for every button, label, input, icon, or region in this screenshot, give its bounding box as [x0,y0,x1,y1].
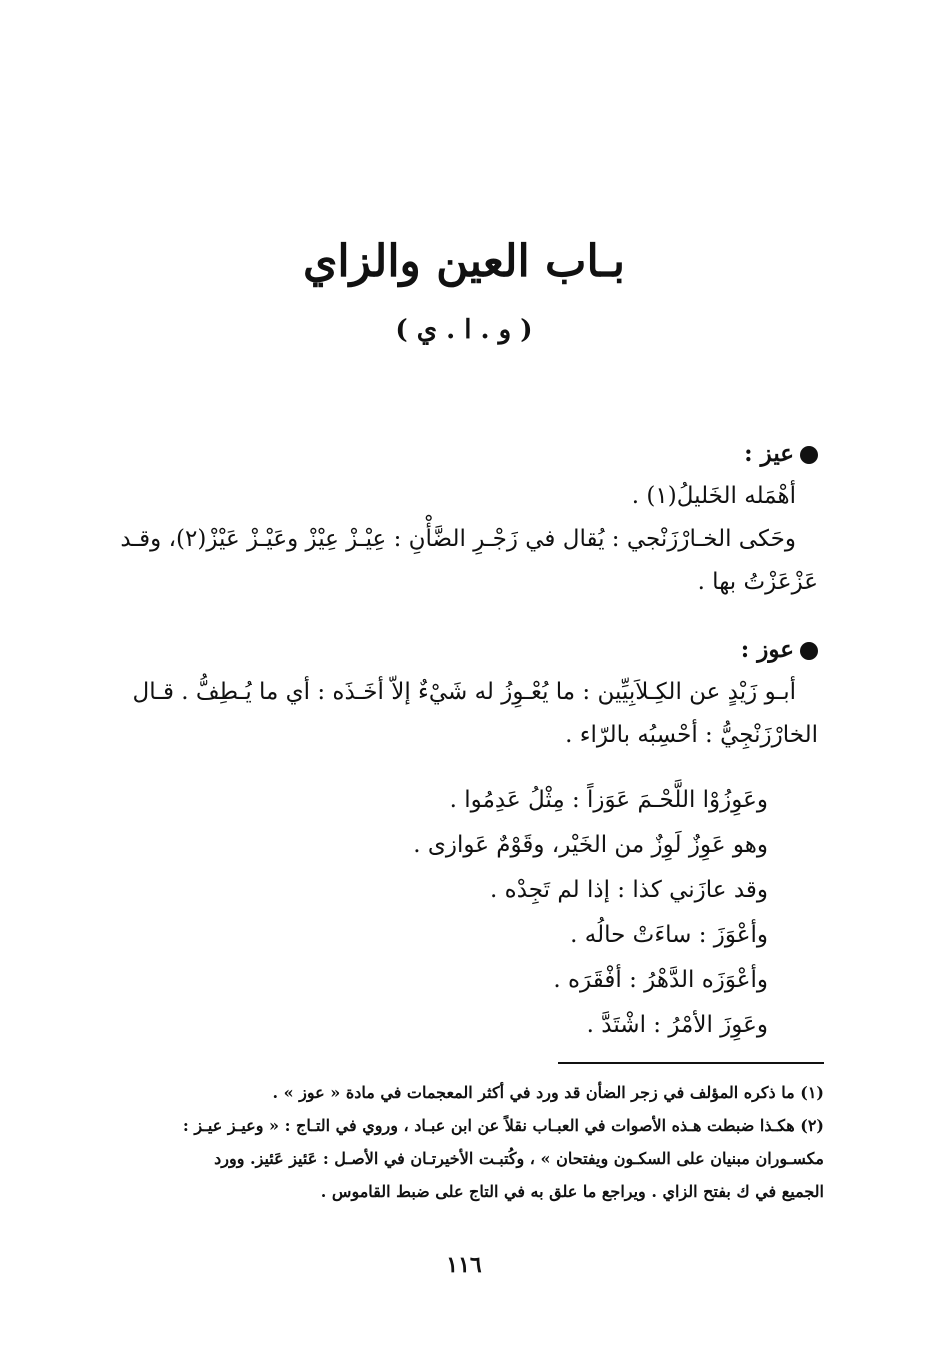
entry-head-text: عوز : [740,636,794,663]
footnote-line: مكسـوران مبنيان على السكـون ويفتحان » ، وكُتبـت الأخيرتـان في الأصـل : عَئيز عَئيز. وورد [214,1149,824,1168]
entry-line: وحَكى الخـارْزَنْجي : يُقال في زَجْـرِ الضَّأْنِ : عِيْـزْ عِيْزْ وعَيْـزْ عَيْزْ(٢)، وقـد [120,526,796,552]
definition-line: وأعْوَزَ : ساءَتْ حالُه . [570,922,768,948]
entry-heading [108,432,818,475]
footnotes [104,1076,824,1208]
footnote-divider [558,1062,824,1064]
entry-line: أهْمَله الخَليلُ(١) . [631,483,796,509]
chapter-subtitle: ( و . ا . ي ) [395,315,533,345]
entry-eiz [108,432,818,604]
footnote-line: (٢) هكـذا ضبطت هـذه الأصوات في العبـاب نقلاً عن ابن عبـاد ، وروي في التـاج : « وعيـز عيـز : [182,1116,824,1135]
entry-awz-definitions [168,778,768,1048]
bullet-icon [800,642,818,660]
definition-line: وعَوِزُوْا اللَّحْـمَ عَوَزاً : مِثْلُ عَدِمُوا . [449,787,768,813]
definition-line: وقد عازَني كذا : إذا لم تَجِدْه . [490,877,768,903]
page-number: ١١٦ [446,1252,482,1278]
bullet-icon [800,446,818,464]
entry-heading [108,628,818,671]
footnote-line: (١) ما ذكره المؤلف في زجر الضأن قد ورد في أكثر المعجمات في مادة « عوز » . [272,1083,824,1102]
definition-line: وأعْوَزَه الدَّهْرُ : أفْقَرَه . [553,967,768,993]
definition-line: وهو عَوِزٌ لَوِزٌ من الخَيْر، وقَوْمٌ عَوازى . [413,832,768,858]
entry-head-text: عيز : [744,440,794,467]
entry-line: أبـو زَيْدٍ عن الكِـلاَبِيِّين : ما يُعْـوِزُ له شَيْءٌ إلاّ أخَـذَه : أي ما يُـطِفُّ . قـال [132,679,796,705]
entry-line: عَزْعَزْتُ بها . [697,569,818,595]
chapter-title: بـاب العين والزاي [302,236,626,287]
entry-line: الخارْزَنْجِيُّ : أحْسِبُه بالرّاء . [565,722,818,748]
definition-line: وعَوِزَ الأمْرُ : اشْتَدَّ . [586,1012,768,1038]
entry-awz [108,628,818,757]
footnote-line: الجميع في ك بفتح الزاي . ويراجع ما علق به في التاج على ضبط القاموس . [320,1182,824,1201]
